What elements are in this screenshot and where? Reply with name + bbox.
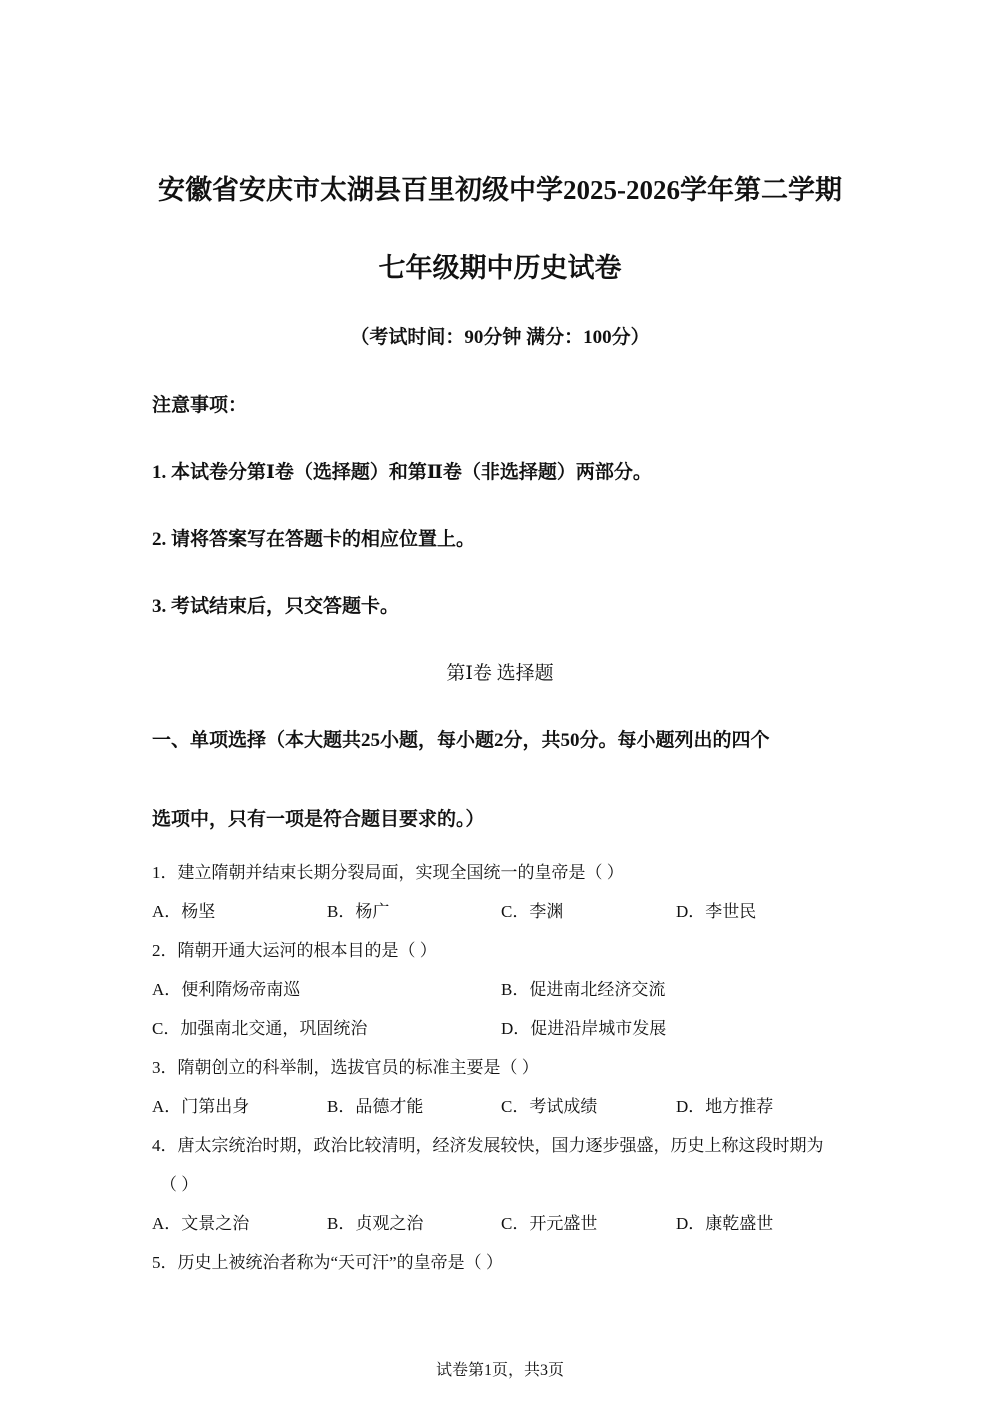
exam-time-info: （考试时间：90分钟 满分：100分） xyxy=(350,327,650,348)
option-c: C．开元盛世 xyxy=(501,1214,598,1233)
option-d: D．李世民 xyxy=(676,902,757,921)
option-c: C．加强南北交通，巩固统治 xyxy=(152,1019,368,1038)
section-heading-line1: 一、单项选择（本大题共25小题，每小题2分，共50分。每小题列出的四个 xyxy=(152,730,770,751)
option-b: B．促进南北经济交流 xyxy=(501,980,666,999)
note-item: 2. 请将答案写在答题卡的相应位置上。 xyxy=(152,529,476,550)
section-heading-line2: 选项中，只有一项是符合题目要求的。） xyxy=(152,809,485,830)
option-a: A．门第出身 xyxy=(152,1097,250,1116)
option-b: B．品德才能 xyxy=(327,1097,424,1116)
question-stem: 1．建立隋朝并结束长期分裂局面，实现全国统一的皇帝是（ ） xyxy=(152,863,624,882)
option-b: B．贞观之治 xyxy=(327,1214,424,1233)
notes-heading: 注意事项： xyxy=(152,395,248,416)
option-d: D．康乾盛世 xyxy=(676,1214,774,1233)
option-d: D．促进沿岸城市发展 xyxy=(501,1019,667,1038)
exam-title-line2: 七年级期中历史试卷 xyxy=(378,253,622,283)
option-c: C．考试成绩 xyxy=(501,1097,598,1116)
note-item: 1. 本试卷分第Ⅰ卷（选择题）和第Ⅱ卷（非选择题）两部分。 xyxy=(152,462,652,483)
page-footer: 试卷第1页，共3页 xyxy=(435,1362,564,1379)
option-d: D．地方推荐 xyxy=(676,1097,774,1116)
note-item: 3. 考试结束后，只交答题卡。 xyxy=(152,596,400,617)
question-stem: 4．唐太宗统治时期，政治比较清明，经济发展较快，国力逐步强盛，历史上称这段时期为 xyxy=(152,1136,824,1155)
exam-title-line1: 安徽省安庆市太湖县百里初级中学2025-2026学年第二学期 xyxy=(158,175,842,205)
question-stem: 2．隋朝开通大运河的根本目的是（ ） xyxy=(152,941,437,960)
question-stem: 3．隋朝创立的科举制，选拔官员的标准主要是（ ） xyxy=(152,1058,539,1077)
question-stem: 5．历史上被统治者称为“天可汗”的皇帝是（ ） xyxy=(152,1253,503,1272)
option-a: A．便利隋炀帝南巡 xyxy=(152,980,301,999)
option-c: C．李渊 xyxy=(501,902,564,921)
option-a: A．文景之治 xyxy=(152,1214,250,1233)
option-b: B．杨广 xyxy=(327,902,390,921)
option-a: A．杨坚 xyxy=(152,902,216,921)
question-stem-continuation: （ ） xyxy=(160,1175,199,1194)
part-title: 第Ⅰ卷 选择题 xyxy=(446,663,554,684)
